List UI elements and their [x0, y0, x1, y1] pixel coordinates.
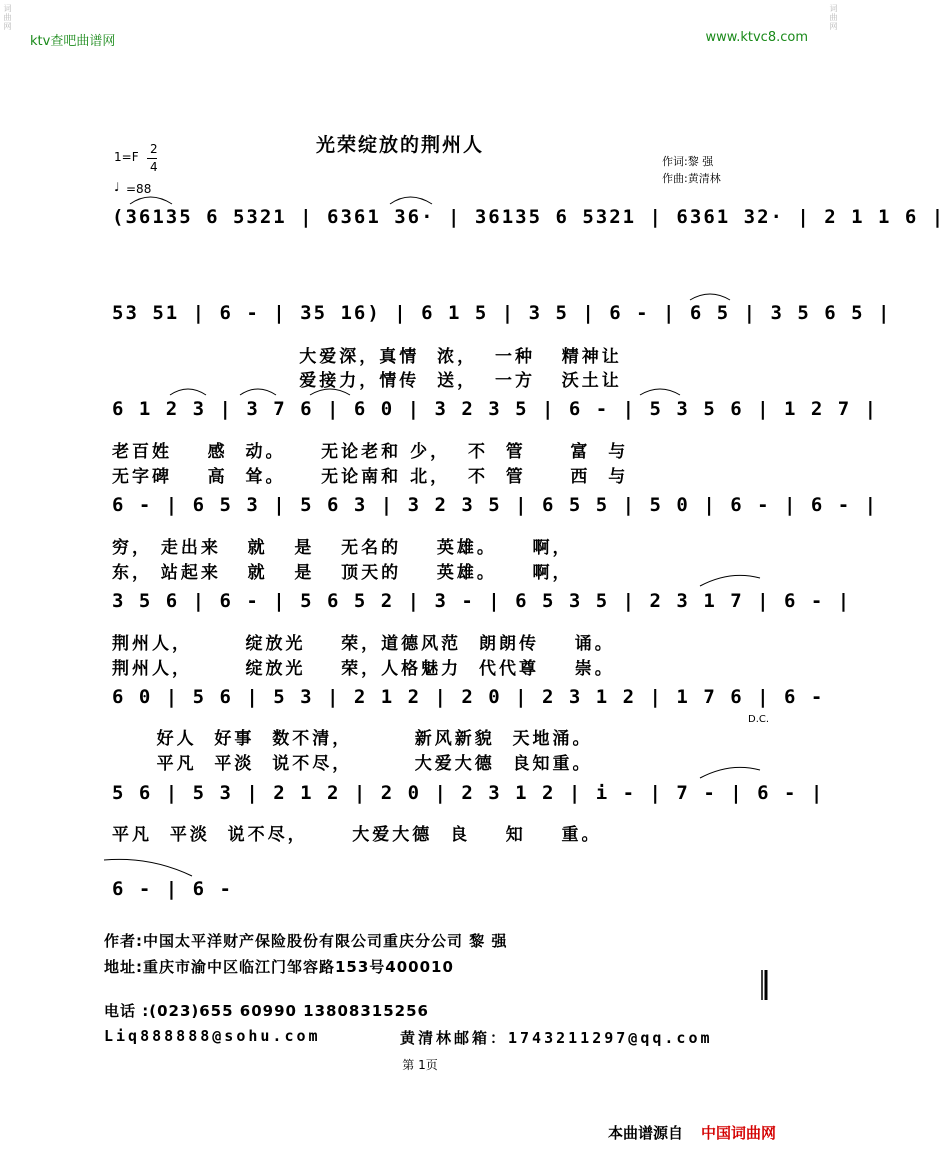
footer-email[interactable]: Liq888888@sohu.com — [104, 1027, 321, 1045]
source-site-link[interactable]: 中国词曲网 — [701, 1124, 777, 1142]
dc-marking: D.C. — [748, 714, 770, 725]
edge-watermark: 词曲网 — [829, 4, 838, 31]
source-label: 本曲谱源自 — [608, 1124, 684, 1142]
source-credit — [608, 1122, 776, 1143]
lyric-row-5-verse-2: 荆州人， 绽放光 荣，人格魅力 代代尊 崇。 — [112, 659, 615, 679]
score-row-2: 53 51 | 6 - | 35 16) | 6 1 5 | 3 5 | 6 - | 6 5 | 3 5 6 5 | — [112, 302, 892, 324]
score-row-4: 6 - | 6 5 3 | 5 6 3 | 3 2 3 5 | 6 5 5 | 5 0 | 6 - | 6 - | — [112, 494, 879, 516]
score-row-5: 3 5 6 | 6 - | 5 6 5 2 | 3 - | 6 5 3 5 | 2 3 1 7 | 6 - | — [112, 590, 852, 612]
lyric-row-6-verse-1: 好人 好事 数不清， 新风新貌 天地涌。 — [112, 729, 593, 749]
lyric-row-3-verse-1: 老百姓 感 动。 无论老和 少， 不 管 富 与 — [112, 442, 629, 462]
lyric-row-3-verse-2: 无字碑 高 耸。 无论南和 北， 不 管 西 与 — [112, 467, 629, 487]
lyric-row-5-verse-1: 荆州人， 绽放光 荣，道德风范 朗朗传 诵。 — [112, 634, 615, 654]
lyric-row-4-verse-1: 穷， 走出来 就 是 无名的 英雄。 啊， — [112, 538, 573, 558]
time-signature-top: 2 — [150, 142, 158, 156]
lyric-row-2-verse-2: 爱接力，情传 送， 一方 沃土让 — [112, 371, 622, 391]
footer-address: 地址:重庆市渝中区临江门邹容路153号400010 — [104, 958, 454, 976]
footer-phone: 电话 :(023)655 60990 13808315256 — [104, 1002, 429, 1020]
lyric-row-4-verse-2: 东， 站起来 就 是 顶天的 英雄。 啊， — [112, 563, 573, 583]
footer-composer-email[interactable]: 黄清林邮箱：1743211297@qq.com — [400, 1029, 713, 1047]
tempo-marking: =88 — [126, 182, 152, 196]
site-label-right[interactable]: www.ktvc8.com — [705, 30, 808, 45]
key-signature: 1=F — [114, 150, 139, 164]
edge-watermark: 词曲网 — [3, 4, 12, 31]
score-row-6: 6 0 | 5 6 | 5 3 | 2 1 2 | 2 0 | 2 3 1 2 | 1 7 6 | 6 - — [112, 686, 825, 708]
tempo-note-icon: ♩ — [114, 180, 120, 194]
score-row-3: 6 1 2 3 | 3 7 6 | 6 0 | 3 2 3 5 | 6 - | 5 3 5 6 | 1 2 7 | — [112, 398, 879, 420]
score-row-7: 5 6 | 5 3 | 2 1 2 | 2 0 | 2 3 1 2 | i - | 7 - | 6 - | — [112, 782, 825, 804]
lyric-row-2-verse-1: 大爱深，真情 浓， 一种 精神让 — [112, 347, 622, 367]
song-title: 光荣绽放的荆州人 — [315, 134, 484, 156]
lyricist-credit: 作词:黎 强 — [662, 155, 714, 168]
score-row-8: 6 - | 6 - — [112, 878, 233, 900]
footer-author: 作者:中国太平洋财产保险股份有限公司重庆分公司 黎 强 — [104, 932, 508, 950]
score-row-1: (36135 6 5321 | 6361 36· | 36135 6 5321 | 6361 32· | 2 1 1 6 | — [112, 206, 945, 228]
lyric-row-6-verse-2: 平凡 平淡 说不尽， 大爱大德 良知重。 — [112, 754, 593, 774]
page-number: 第 1页 — [402, 1058, 438, 1072]
composer-credit: 作曲:黄清林 — [662, 172, 721, 185]
lyric-row-7: 平凡 平淡 说不尽， 大爱大德 良 知 重。 — [112, 825, 602, 845]
site-label-left[interactable]: ktv查吧曲谱网 — [30, 34, 116, 49]
time-signature-bottom: 4 — [150, 160, 158, 174]
